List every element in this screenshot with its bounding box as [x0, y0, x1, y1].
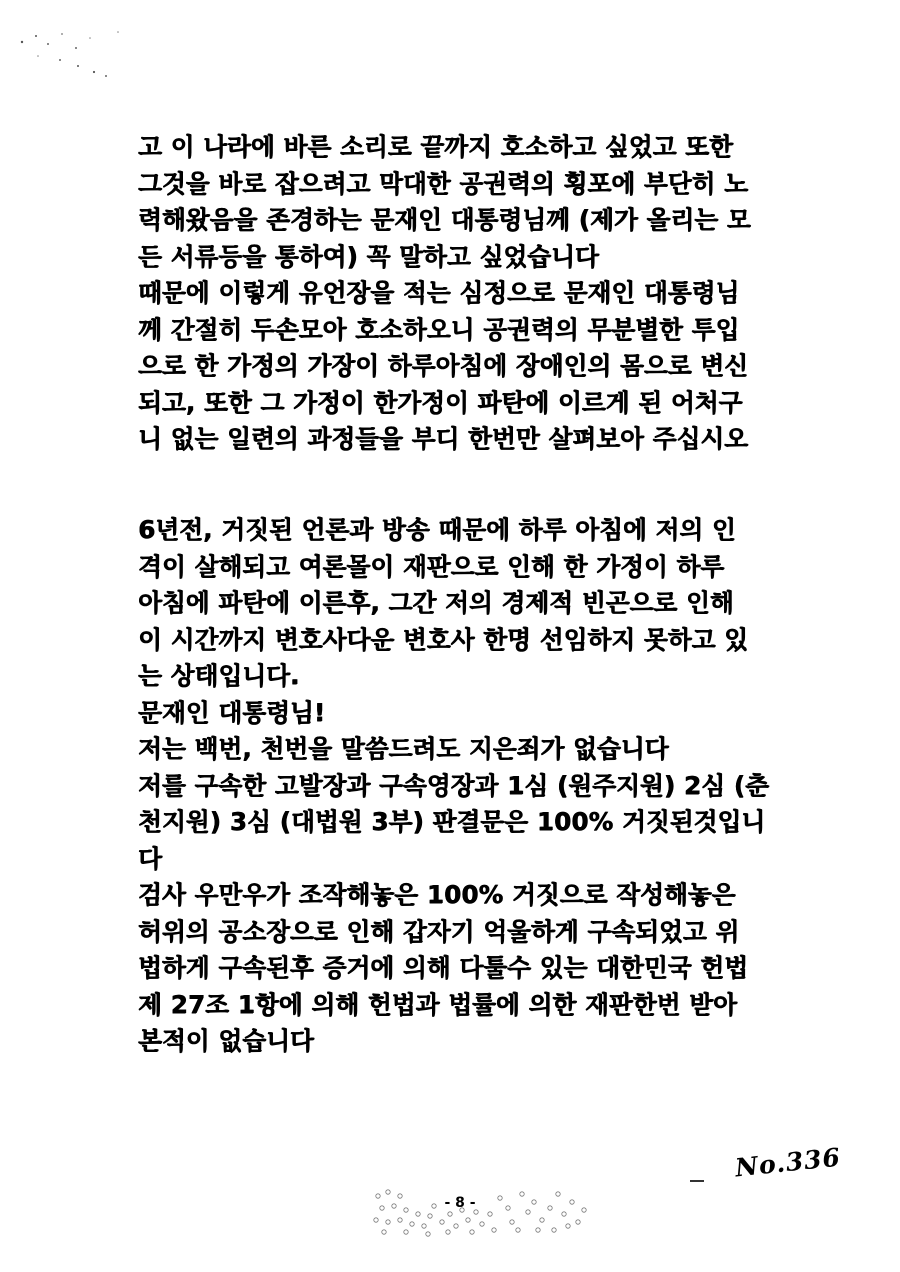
paragraph-statement [138, 512, 788, 1060]
text-line: 이 시간까지 변호사다운 변호사 한명 선임하지 못하고 있 [138, 624, 749, 654]
text-line: 본적이 없습니다 [138, 1026, 314, 1055]
text-line: 고 이 나라에 바른 소리로 끝까지 호소하고 싶었고 또한 [138, 132, 733, 161]
page-number: - 8 - [444, 1195, 476, 1211]
text-line: 때문에 이렇게 유언장을 적는 심정으로 문재인 대통령님 [138, 278, 740, 307]
text-line: 문재인 대통령님! [138, 697, 326, 727]
text-line: 허위의 공소장으로 인해 갑자기 억울하게 구속되었고 위 [138, 916, 740, 946]
text-line: 아침에 파탄에 이른후, 그간 저의 경제적 빈곤으로 인해 [138, 588, 734, 617]
scan-noise-specks [18, 30, 128, 85]
text-line: 니 없는 일련의 과정들을 부디 한번만 살펴보아 주십시오 [138, 424, 749, 453]
text-line: 저는 백번, 천번을 말씀드려도 지은죄가 없습니다 [138, 734, 669, 763]
text-line: 제 27조 1항에 의해 헌법과 법률에 의한 재판한번 받아 [138, 989, 737, 1019]
text-line: 법하게 구속된후 증거에 의해 다툴수 있는 대한민국 헌법 [138, 953, 749, 982]
paragraph-appeal [138, 129, 788, 458]
text-line: 으로 한 가정의 가장이 하루아침에 장애인의 몸으로 변신 [138, 351, 749, 380]
text-line: 다 [138, 843, 162, 873]
text-line: 저를 구속한 고발장과 구속영장과 1심 (원주지원) 2심 (춘 [138, 770, 769, 800]
text-line: 천지원) 3심 (대법원 3부) 판결문은 100% 거짓된것입니 [138, 807, 766, 836]
text-line: 그것을 바로 잡으려고 막대한 공권력의 횡포에 부단히 노 [138, 168, 749, 198]
text-line: 검사 우만우가 조작해놓은 100% 거짓으로 작성해놓은 [138, 880, 736, 909]
text-line: 6년전, 거짓된 언론과 방송 때문에 하루 아침에 저의 인 [138, 515, 736, 544]
scan-dash-mark [690, 1180, 704, 1182]
text-line: 께 간절히 두손모아 호소하오니 공권력의 무분별한 투입 [138, 314, 740, 344]
text-line: 되고, 또한 그 가정이 한가정이 파탄에 이르게 된 어처구 [138, 387, 743, 417]
text-line: 격이 살해되고 여론몰이 재판으로 인해 한 가정이 하루 [138, 551, 725, 581]
dotted-page-stamp [372, 1186, 592, 1246]
text-line: 든 서류등을 통하여) 꼭 말하고 싶었습니다 [138, 241, 599, 271]
text-line: 는 상태입니다. [138, 661, 300, 690]
handwritten-document-number: No.336 [733, 1142, 843, 1183]
text-line: 력해왔음을 존경하는 문재인 대통령님께 (제가 올리는 모 [138, 205, 751, 234]
